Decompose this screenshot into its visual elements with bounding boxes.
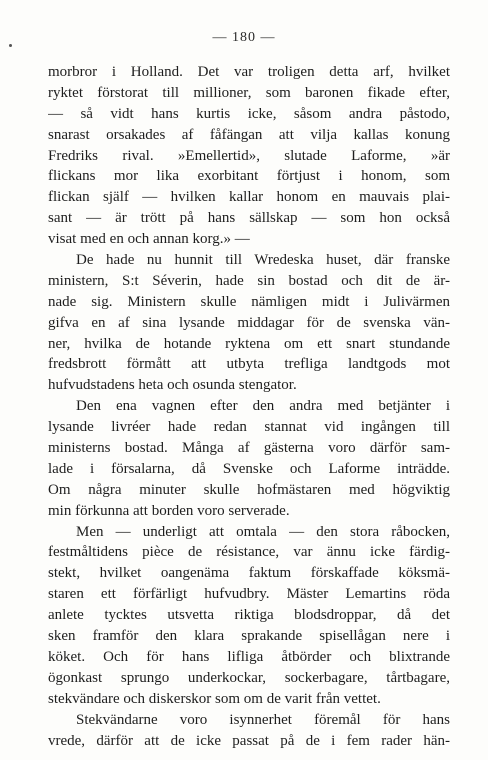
text-line: sken framför den klara sprakande spisellågan nere i	[48, 628, 450, 645]
text-line: flickan själf — hvilken kallar honom en mauvais plai-	[48, 189, 450, 206]
text-line: Stekvändarne voro isynnerhet föremål för hans	[76, 711, 450, 728]
text-line: lade i försalarna, då Svenske och Laforme inträdde.	[48, 460, 450, 477]
text-line: stekt, hvilket oangenäma faktum förskaffade köksmä-	[48, 565, 450, 582]
text-line: min förkunna att borden voro serverade.	[48, 502, 290, 519]
text-line: staren ett förfärligt hufvudbry. Mäster Lemartins röda	[48, 586, 450, 603]
text-line: Den ena vagnen efter den andra med betjänter i	[76, 398, 450, 415]
text-line: ryktet förstorat till millioner, som baronen fikade efter,	[48, 84, 450, 101]
text-line: festmåltidens pièce de résistance, var ännu icke färdig-	[48, 544, 450, 561]
text-line: De hade nu hunnit till Wredeska huset, där franske	[76, 252, 450, 269]
text-line: flickans mor lika exorbitant förtjust i honom, som	[48, 168, 450, 185]
text-line: hufvudstadens heta och osunda stengator.	[48, 377, 297, 394]
text-line: morbror i Holland. Det var troligen detta arf, hvilket	[48, 64, 450, 80]
text-line: snarast orsakades af fåfängan att vilja kallas konung	[48, 126, 450, 143]
text-line: stekvändare och diskerskor som om de varit från vettet.	[48, 690, 381, 707]
text-line: Fredriks rival. »Emellertid», slutade Laforme, »är	[48, 147, 450, 164]
page-number: — 180 —	[212, 30, 276, 45]
text-line: ministern, S:t Séverin, hade sin bostad och dit de är-	[48, 272, 450, 289]
text-line: sant — är trött på hans sällskap — som hon också	[48, 210, 450, 227]
text-line: nade sig. Ministern skulle nämligen midt i Julivärmen	[48, 293, 450, 310]
text-line: Om några minuter skulle hofmästaren med högviktig	[48, 481, 450, 498]
body-text	[48, 62, 450, 751]
text-line: anlete tycktes utsvetta riktiga blodsdroppar, då det	[48, 607, 450, 624]
text-line: fredsbrott förmått att utbyta trefliga landtgods mot	[48, 356, 450, 373]
text-line: gifva en af sina lysande middagar för de svenska vän-	[48, 314, 450, 331]
text-line: ögonkast sprungo underkockar, sockerbagare, tårtbagare,	[48, 669, 450, 686]
text-line: lysande livréer hade redan stannat vid ingången till	[48, 419, 450, 436]
text-line: ner, hvilka de hotande ryktena om ett snart stundande	[48, 335, 450, 352]
text-line: — så vidt hans kurtis icke, såsom andra påstodo,	[48, 105, 450, 122]
text-line: Men — underligt att omtala — den stora råbocken,	[76, 523, 450, 540]
text-line: ministerns bostad. Många af gästerna voro därför sam-	[48, 440, 450, 457]
text-line: visat med en och annan korg.» —	[48, 231, 250, 248]
text-line: vrede, därför att de icke passat på de i fem rader hän-	[48, 732, 450, 749]
text-line: köket. Och för hans lifliga åtbörder och blixtrande	[48, 648, 450, 665]
